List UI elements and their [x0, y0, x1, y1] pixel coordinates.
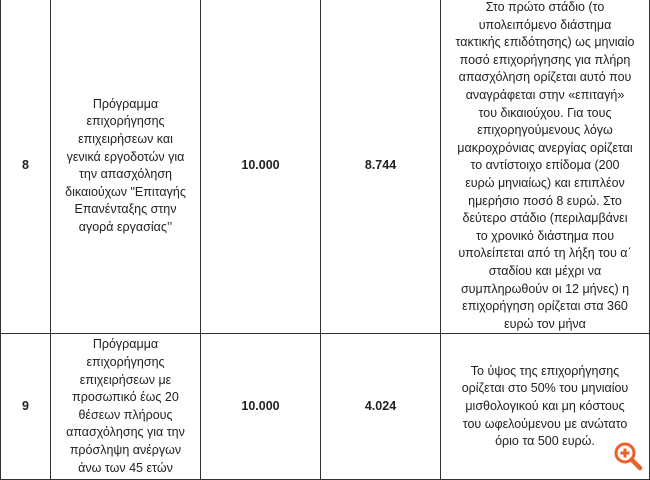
- positions-value: 10.000: [201, 0, 321, 334]
- program-name: Πρόγραμμα επιχορήγησης επιχειρήσεων με προσωπικό έως 20 θέσεων πλήρους απασχόλησης για την πρόσληψη ανέργων άνω των 45 ετών: [51, 334, 201, 480]
- table-row: [1, 334, 650, 480]
- zoom-in-icon[interactable]: [613, 441, 643, 471]
- positions-value: 10.000: [201, 334, 321, 480]
- table-row: [1, 0, 650, 334]
- row-number: 8: [1, 0, 51, 334]
- program-description: Το ύψος της επιχορήγησης ορίζεται στο 50% του μηνιαίου μισθολογικού και μη κόστους του ωφελούμενου με ανώτατο όριο τα 500 ευρώ.: [441, 334, 650, 480]
- amount-value: 4.024: [321, 334, 441, 480]
- row-number: 9: [1, 334, 51, 480]
- program-description: Στο πρώτο στάδιο (το υπολειπόμενο διάστημα τακτικής επιδότησης) ως μηνιαίο ποσό επιχορήγησης για πλήρη απασχόληση ορίζεται αυτό που αναγράφεται στην «επιταγή» του δικαιούχου. Για τους επιχορηγούμενους λόγω μακροχρόνιας ανεργίας ορίζεται το αντίστοιχο επίδομα (200 ευρώ μηνιαίως) και επιπλέον ημερήσιο ποσό 8 ευρώ. Στο δεύτερο στάδιο (περιλαμβάνει το χρονικό διάστημα που υπολείπεται από τη λήξη του α΄ σταδίου και μέχρι να συμπληρωθούν οι 12 μήνες) η επιχορήγηση ορίζεται στα 360 ευρώ τον μήνα: [441, 0, 650, 334]
- program-name: Πρόγραμμα επιχορήγησης επιχειρήσεων και γενικά εργοδοτών για την απασχόληση δικαιούχων "Επιταγής Επανένταξης στην αγορά εργασίας’’: [51, 0, 201, 334]
- amount-value: 8.744: [321, 0, 441, 334]
